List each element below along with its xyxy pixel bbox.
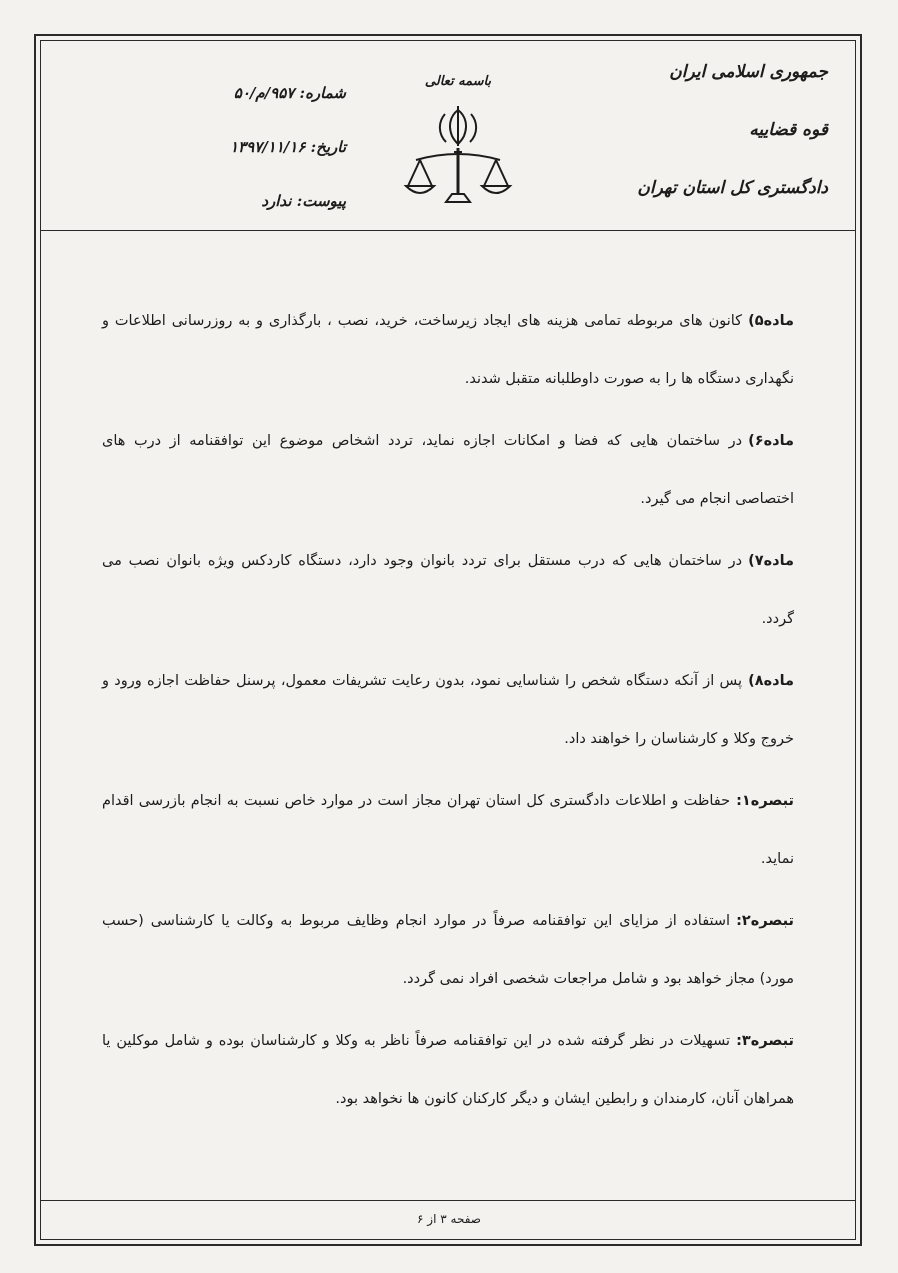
paragraph-article-6 (102, 412, 794, 528)
header-divider (40, 230, 856, 231)
org-line-judiciary: قوه قضاییه (749, 120, 828, 140)
page-number: صفحه ۳ از ۶ (417, 1212, 481, 1226)
paragraph-article-7 (102, 532, 794, 648)
paragraph-text: در ساختمان هایی که فضا و امکانات اجازه نماید، تردد اشخاص موضوع این توافقنامه از درب های اختصاصی انجام می گیرد. (102, 433, 794, 507)
paragraph-text: پس از آنکه دستگاه شخص را شناسایی نمود، بدون رعایت تشریفات معمول، پرسنل حفاظت اجازه ورود و خروج وکلا و کارشناسان را خواهند داد. (102, 673, 794, 747)
paragraph-text: کانون های مربوطه تمامی هزینه های ایجاد زیرساخت، خرید، نصب ، بارگذاری و به روزرسانی اطلاعات و نگهداری دستگاه ها را به صورت داوطلبانه متقبل شدند. (102, 313, 794, 387)
paragraph-text: استفاده از مزایای این توافقنامه صرفاً در موارد انجام وظایف مربوط به وکالت یا کارشناسی (حسب مورد) مجاز خواهد بود و شامل مراجعات شخصی افراد نمی گردد. (102, 913, 794, 987)
paragraph-label: ماده۶) (748, 433, 794, 449)
paragraph-text: حفاظت و اطلاعات دادگستری کل استان تهران مجاز است در موارد خاص نسبت به انجام بازرسی اقدام نماید. (102, 793, 794, 867)
paragraph-label: تبصره۳: (736, 1033, 794, 1049)
letter-number: شماره: ۹۵۷/م/۵۰ (233, 84, 346, 102)
footer-divider (40, 1200, 856, 1201)
document-body (102, 292, 794, 1132)
letterhead-center (388, 74, 528, 212)
paragraph-note-2 (102, 892, 794, 1008)
org-line-republic: جمهوری اسلامی ایران (669, 62, 828, 82)
paragraph-label: ماده۷) (748, 553, 794, 569)
paragraph-label: ماده۸) (748, 673, 794, 689)
paragraph-text: در ساختمان هایی که درب مستقل برای تردد بانوان وجود دارد، دستگاه کاردکس ویژه بانوان نصب می گردد. (102, 553, 794, 627)
paragraph-label: ماده۵) (748, 313, 794, 329)
paragraph-note-1 (102, 772, 794, 888)
paragraph-text: تسهیلات در نظر گرفته شده در این توافقنامه صرفاً ناظر به وکلا و کارشناسان بوده و شامل موکلین یا همراهان آنان، کارمندان و رابطین ایشان و دیگر کارکنان کانون ها نخواهد بود. (102, 1033, 794, 1107)
paragraph-note-3 (102, 1012, 794, 1128)
org-line-justice-department: دادگستری کل استان تهران (637, 178, 828, 198)
iran-emblem-over-scales-icon (398, 102, 518, 212)
paragraph-label: تبصره۲: (736, 913, 794, 929)
letter-date: تاریخ: ۱۳۹۷/۱۱/۱۶ (229, 138, 346, 156)
paragraph-label: تبصره۱: (736, 793, 794, 809)
letter-attachment: پیوست: ندارد (261, 192, 346, 210)
reference-block (116, 86, 346, 220)
paragraph-article-5 (102, 292, 794, 408)
basmala: باسمه تعالی (424, 74, 492, 89)
paragraph-article-8 (102, 652, 794, 768)
organization-block (578, 64, 828, 214)
